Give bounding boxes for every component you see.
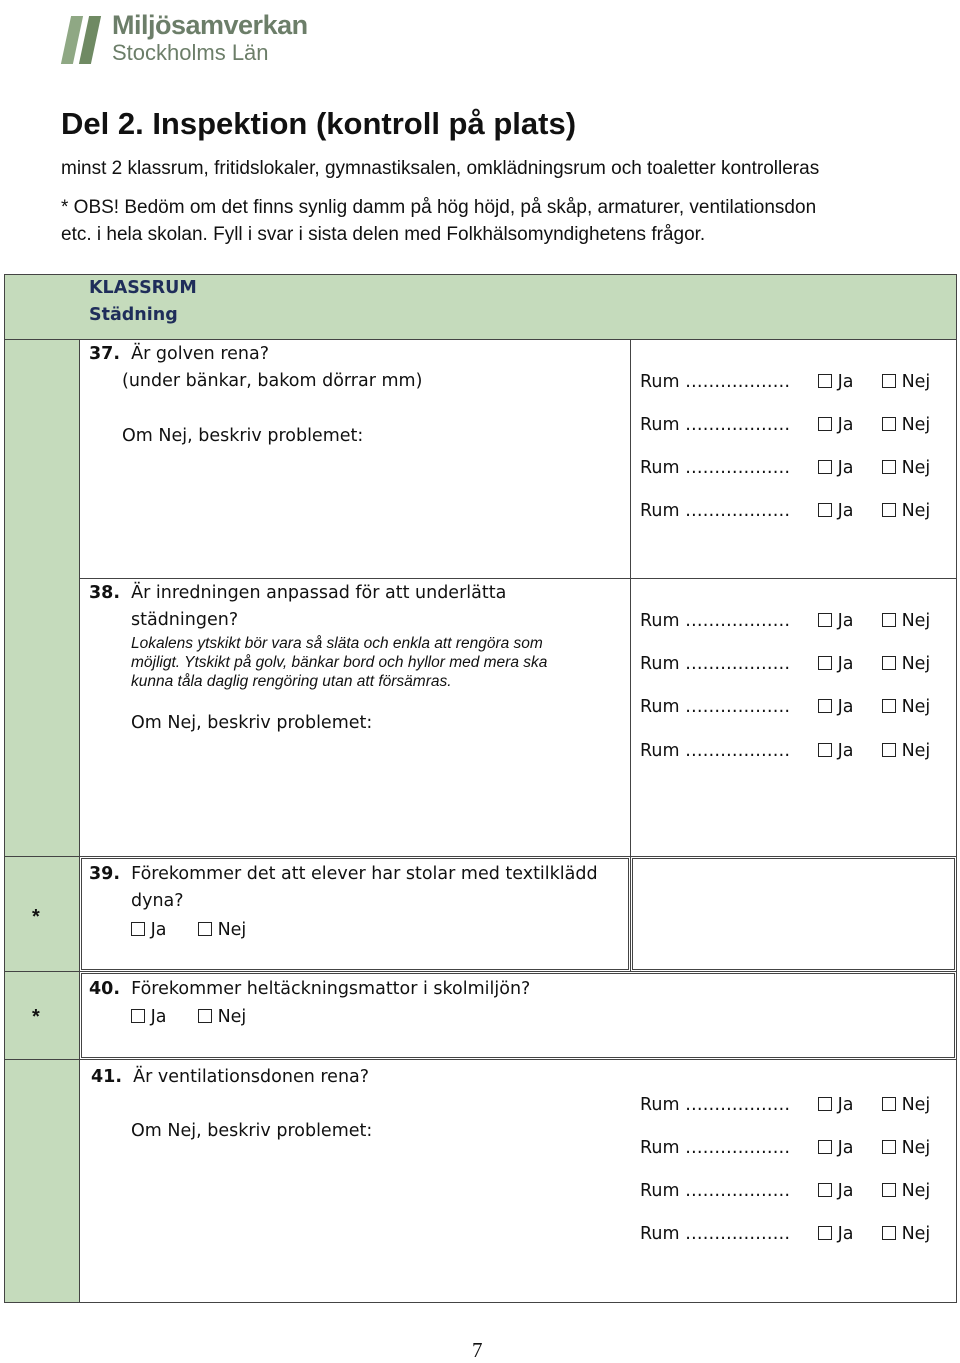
q39-marker-cell bbox=[4, 856, 80, 972]
rum-label[interactable]: Rum ……………… bbox=[640, 1138, 791, 1158]
q40-question bbox=[89, 979, 530, 999]
q39-question bbox=[89, 864, 598, 884]
q41-text: Är ventilationsdonen rena? bbox=[133, 1067, 370, 1087]
answer-row bbox=[640, 458, 790, 478]
ja-option[interactable] bbox=[818, 372, 853, 392]
section-subtitle: Städning bbox=[89, 305, 178, 325]
ja-label: Ja bbox=[837, 458, 854, 478]
ja-label: Ja bbox=[837, 415, 854, 435]
answer-row bbox=[640, 654, 790, 674]
checkbox-icon[interactable] bbox=[131, 922, 145, 936]
intro-line-1: minst 2 klassrum, fritidslokaler, gymnastiksalen, omklädningsrum och toaletter kontrolleras bbox=[61, 158, 820, 179]
checkbox-icon[interactable] bbox=[818, 1183, 832, 1197]
answer-row bbox=[640, 1224, 790, 1244]
checkbox-icon[interactable] bbox=[818, 374, 832, 388]
nej-label: Nej bbox=[901, 1138, 931, 1158]
ja-label: Ja bbox=[837, 611, 854, 631]
checkbox-icon[interactable] bbox=[818, 656, 832, 670]
ja-option[interactable] bbox=[818, 654, 853, 674]
ja-label: Ja bbox=[837, 654, 854, 674]
q37-question bbox=[89, 344, 269, 364]
answer-row bbox=[640, 611, 790, 631]
checkbox-icon[interactable] bbox=[882, 503, 896, 517]
nej-label: Nej bbox=[217, 920, 247, 940]
ja-label: Ja bbox=[837, 1224, 854, 1244]
answer-row bbox=[640, 1181, 790, 1201]
nej-option[interactable] bbox=[882, 501, 930, 521]
ja-option[interactable] bbox=[818, 1138, 853, 1158]
checkbox-icon[interactable] bbox=[818, 1140, 832, 1154]
nej-label: Nej bbox=[901, 1095, 931, 1115]
q39-number: 39. bbox=[89, 864, 121, 884]
logo-line2: Stockholms Län bbox=[112, 40, 269, 65]
page-title: Del 2. Inspektion (kontroll på plats) bbox=[61, 106, 577, 141]
intro-line-3: etc. i hela skolan. Fyll i svar i sista delen med Folkhälsomyndighetens frågor. bbox=[61, 224, 706, 245]
rum-label[interactable]: Rum ……………… bbox=[640, 611, 791, 631]
q41-question bbox=[91, 1067, 369, 1087]
checkbox-icon[interactable] bbox=[198, 1009, 212, 1023]
nej-label: Nej bbox=[901, 458, 931, 478]
ja-option[interactable] bbox=[818, 611, 853, 631]
checkbox-icon[interactable] bbox=[882, 1226, 896, 1240]
rum-label[interactable]: Rum ……………… bbox=[640, 1224, 791, 1244]
nej-label: Nej bbox=[901, 697, 931, 717]
q37-text: Är golven rena? bbox=[131, 344, 270, 364]
answer-row bbox=[640, 372, 790, 392]
checkbox-icon[interactable] bbox=[818, 460, 832, 474]
nej-label: Nej bbox=[901, 372, 931, 392]
q40-star-marker: * bbox=[32, 1006, 40, 1028]
ja-option[interactable] bbox=[818, 415, 853, 435]
nej-option[interactable] bbox=[882, 415, 930, 435]
checkbox-icon[interactable] bbox=[882, 656, 896, 670]
q41-number: 41. bbox=[91, 1067, 123, 1087]
nej-label: Nej bbox=[901, 501, 931, 521]
page-number: 7 bbox=[472, 1338, 483, 1362]
checkbox-icon[interactable] bbox=[882, 1140, 896, 1154]
answer-row bbox=[640, 1095, 790, 1115]
q39-ja-option[interactable] bbox=[131, 920, 166, 940]
checkbox-icon[interactable] bbox=[882, 743, 896, 757]
rum-label[interactable]: Rum ……………… bbox=[640, 654, 791, 674]
nej-option[interactable] bbox=[882, 1181, 930, 1201]
checkbox-icon[interactable] bbox=[882, 613, 896, 627]
nej-option[interactable] bbox=[882, 741, 930, 761]
ja-option[interactable] bbox=[818, 1095, 853, 1115]
ja-option[interactable] bbox=[818, 741, 853, 761]
q39-star-marker: * bbox=[32, 906, 40, 928]
checkbox-icon[interactable] bbox=[818, 743, 832, 757]
q38-note-line2: möjligt. Ytskikt på golv, bänkar bord och hyllor med mera ska bbox=[131, 654, 548, 671]
checkbox-icon[interactable] bbox=[818, 417, 832, 431]
q38-text-line1: Är inredningen anpassad för att underlätta bbox=[131, 583, 507, 603]
checkbox-icon[interactable] bbox=[882, 1183, 896, 1197]
q40-ja-option[interactable] bbox=[131, 1007, 166, 1027]
rum-label[interactable]: Rum ……………… bbox=[640, 1181, 791, 1201]
q38-text-line2: städningen? bbox=[131, 610, 239, 630]
rum-label[interactable]: Rum ……………… bbox=[640, 1095, 791, 1115]
q38-number: 38. bbox=[89, 583, 121, 603]
checkbox-icon[interactable] bbox=[818, 1097, 832, 1111]
checkbox-icon[interactable] bbox=[882, 374, 896, 388]
rum-label[interactable]: Rum ……………… bbox=[640, 458, 791, 478]
ja-label: Ja bbox=[837, 372, 854, 392]
ja-label: Ja bbox=[150, 920, 167, 940]
rum-label[interactable]: Rum ……………… bbox=[640, 697, 791, 717]
nej-option[interactable] bbox=[882, 1224, 930, 1244]
q39-text-line1: Förekommer det att elever har stolar med textilklädd bbox=[131, 864, 598, 884]
intro-line-2: * OBS! Bedöm om det finns synlig damm på hög höjd, på skåp, armaturer, ventilationsdon bbox=[61, 197, 817, 218]
answer-row bbox=[640, 501, 790, 521]
ja-option[interactable] bbox=[818, 1224, 853, 1244]
checkbox-icon[interactable] bbox=[882, 417, 896, 431]
rum-label[interactable]: Rum ……………… bbox=[640, 415, 791, 435]
ja-label: Ja bbox=[837, 697, 854, 717]
ja-label: Ja bbox=[837, 1095, 854, 1115]
checkbox-icon[interactable] bbox=[818, 503, 832, 517]
q40-marker-cell bbox=[4, 971, 80, 1060]
rum-label[interactable]: Rum ……………… bbox=[640, 372, 791, 392]
nej-label: Nej bbox=[901, 1181, 931, 1201]
ja-label: Ja bbox=[837, 741, 854, 761]
nej-label: Nej bbox=[901, 654, 931, 674]
nej-option[interactable] bbox=[882, 697, 930, 717]
q38-note-line3: kunna tåla daglig rengöring utan att försämras. bbox=[131, 673, 452, 690]
q41-describe-label: Om Nej, beskriv problemet: bbox=[131, 1121, 373, 1141]
q40-number: 40. bbox=[89, 979, 121, 999]
nej-label: Nej bbox=[901, 741, 931, 761]
q38-question bbox=[89, 583, 506, 603]
nej-option[interactable] bbox=[882, 1138, 930, 1158]
nej-option[interactable] bbox=[882, 372, 930, 392]
checkbox-icon[interactable] bbox=[882, 699, 896, 713]
q37-describe-label: Om Nej, beskriv problemet: bbox=[122, 426, 364, 446]
checkbox-icon[interactable] bbox=[818, 613, 832, 627]
ja-option[interactable] bbox=[818, 501, 853, 521]
q38-describe-label: Om Nej, beskriv problemet: bbox=[131, 713, 373, 733]
nej-option[interactable] bbox=[882, 1095, 930, 1115]
q39-nej-option[interactable] bbox=[198, 920, 246, 940]
checkbox-icon[interactable] bbox=[818, 1226, 832, 1240]
q40-text: Förekommer heltäckningsmattor i skolmiljön? bbox=[131, 979, 531, 999]
q37-number: 37. bbox=[89, 344, 121, 364]
answer-row bbox=[640, 1138, 790, 1158]
q38-note-line1: Lokalens ytskikt bör vara så släta och enkla att rengöra som bbox=[131, 635, 543, 652]
checkbox-icon[interactable] bbox=[882, 460, 896, 474]
ja-label: Ja bbox=[837, 1181, 854, 1201]
ja-label: Ja bbox=[150, 1007, 167, 1027]
rum-label[interactable]: Rum ……………… bbox=[640, 741, 791, 761]
logo-line1: Miljösamverkan bbox=[112, 10, 308, 40]
ja-option[interactable] bbox=[818, 1181, 853, 1201]
answer-row bbox=[640, 697, 790, 717]
checkbox-icon[interactable] bbox=[818, 699, 832, 713]
ja-option[interactable] bbox=[818, 697, 853, 717]
q39-answer-cell bbox=[630, 856, 957, 972]
section-title: KLASSRUM bbox=[89, 278, 197, 298]
nej-option[interactable] bbox=[882, 654, 930, 674]
ja-option[interactable] bbox=[818, 458, 853, 478]
nej-option[interactable] bbox=[882, 611, 930, 631]
answer-row bbox=[640, 415, 790, 435]
nej-label: Nej bbox=[901, 611, 931, 631]
q41-marker-cell bbox=[4, 1059, 80, 1303]
q40-nej-option[interactable] bbox=[198, 1007, 246, 1027]
answer-row bbox=[640, 741, 790, 761]
checkbox-icon[interactable] bbox=[131, 1009, 145, 1023]
q39-text-line2: dyna? bbox=[131, 891, 184, 911]
checkbox-icon[interactable] bbox=[882, 1097, 896, 1111]
ja-label: Ja bbox=[837, 501, 854, 521]
checkbox-icon[interactable] bbox=[198, 922, 212, 936]
nej-label: Nej bbox=[901, 415, 931, 435]
nej-option[interactable] bbox=[882, 458, 930, 478]
nej-label: Nej bbox=[901, 1224, 931, 1244]
ja-label: Ja bbox=[837, 1138, 854, 1158]
q37-subtext: (under bänkar, bakom dörrar mm) bbox=[122, 371, 423, 391]
nej-label: Nej bbox=[217, 1007, 247, 1027]
logo-bars-icon bbox=[60, 16, 106, 64]
rum-label[interactable]: Rum ……………… bbox=[640, 501, 791, 521]
